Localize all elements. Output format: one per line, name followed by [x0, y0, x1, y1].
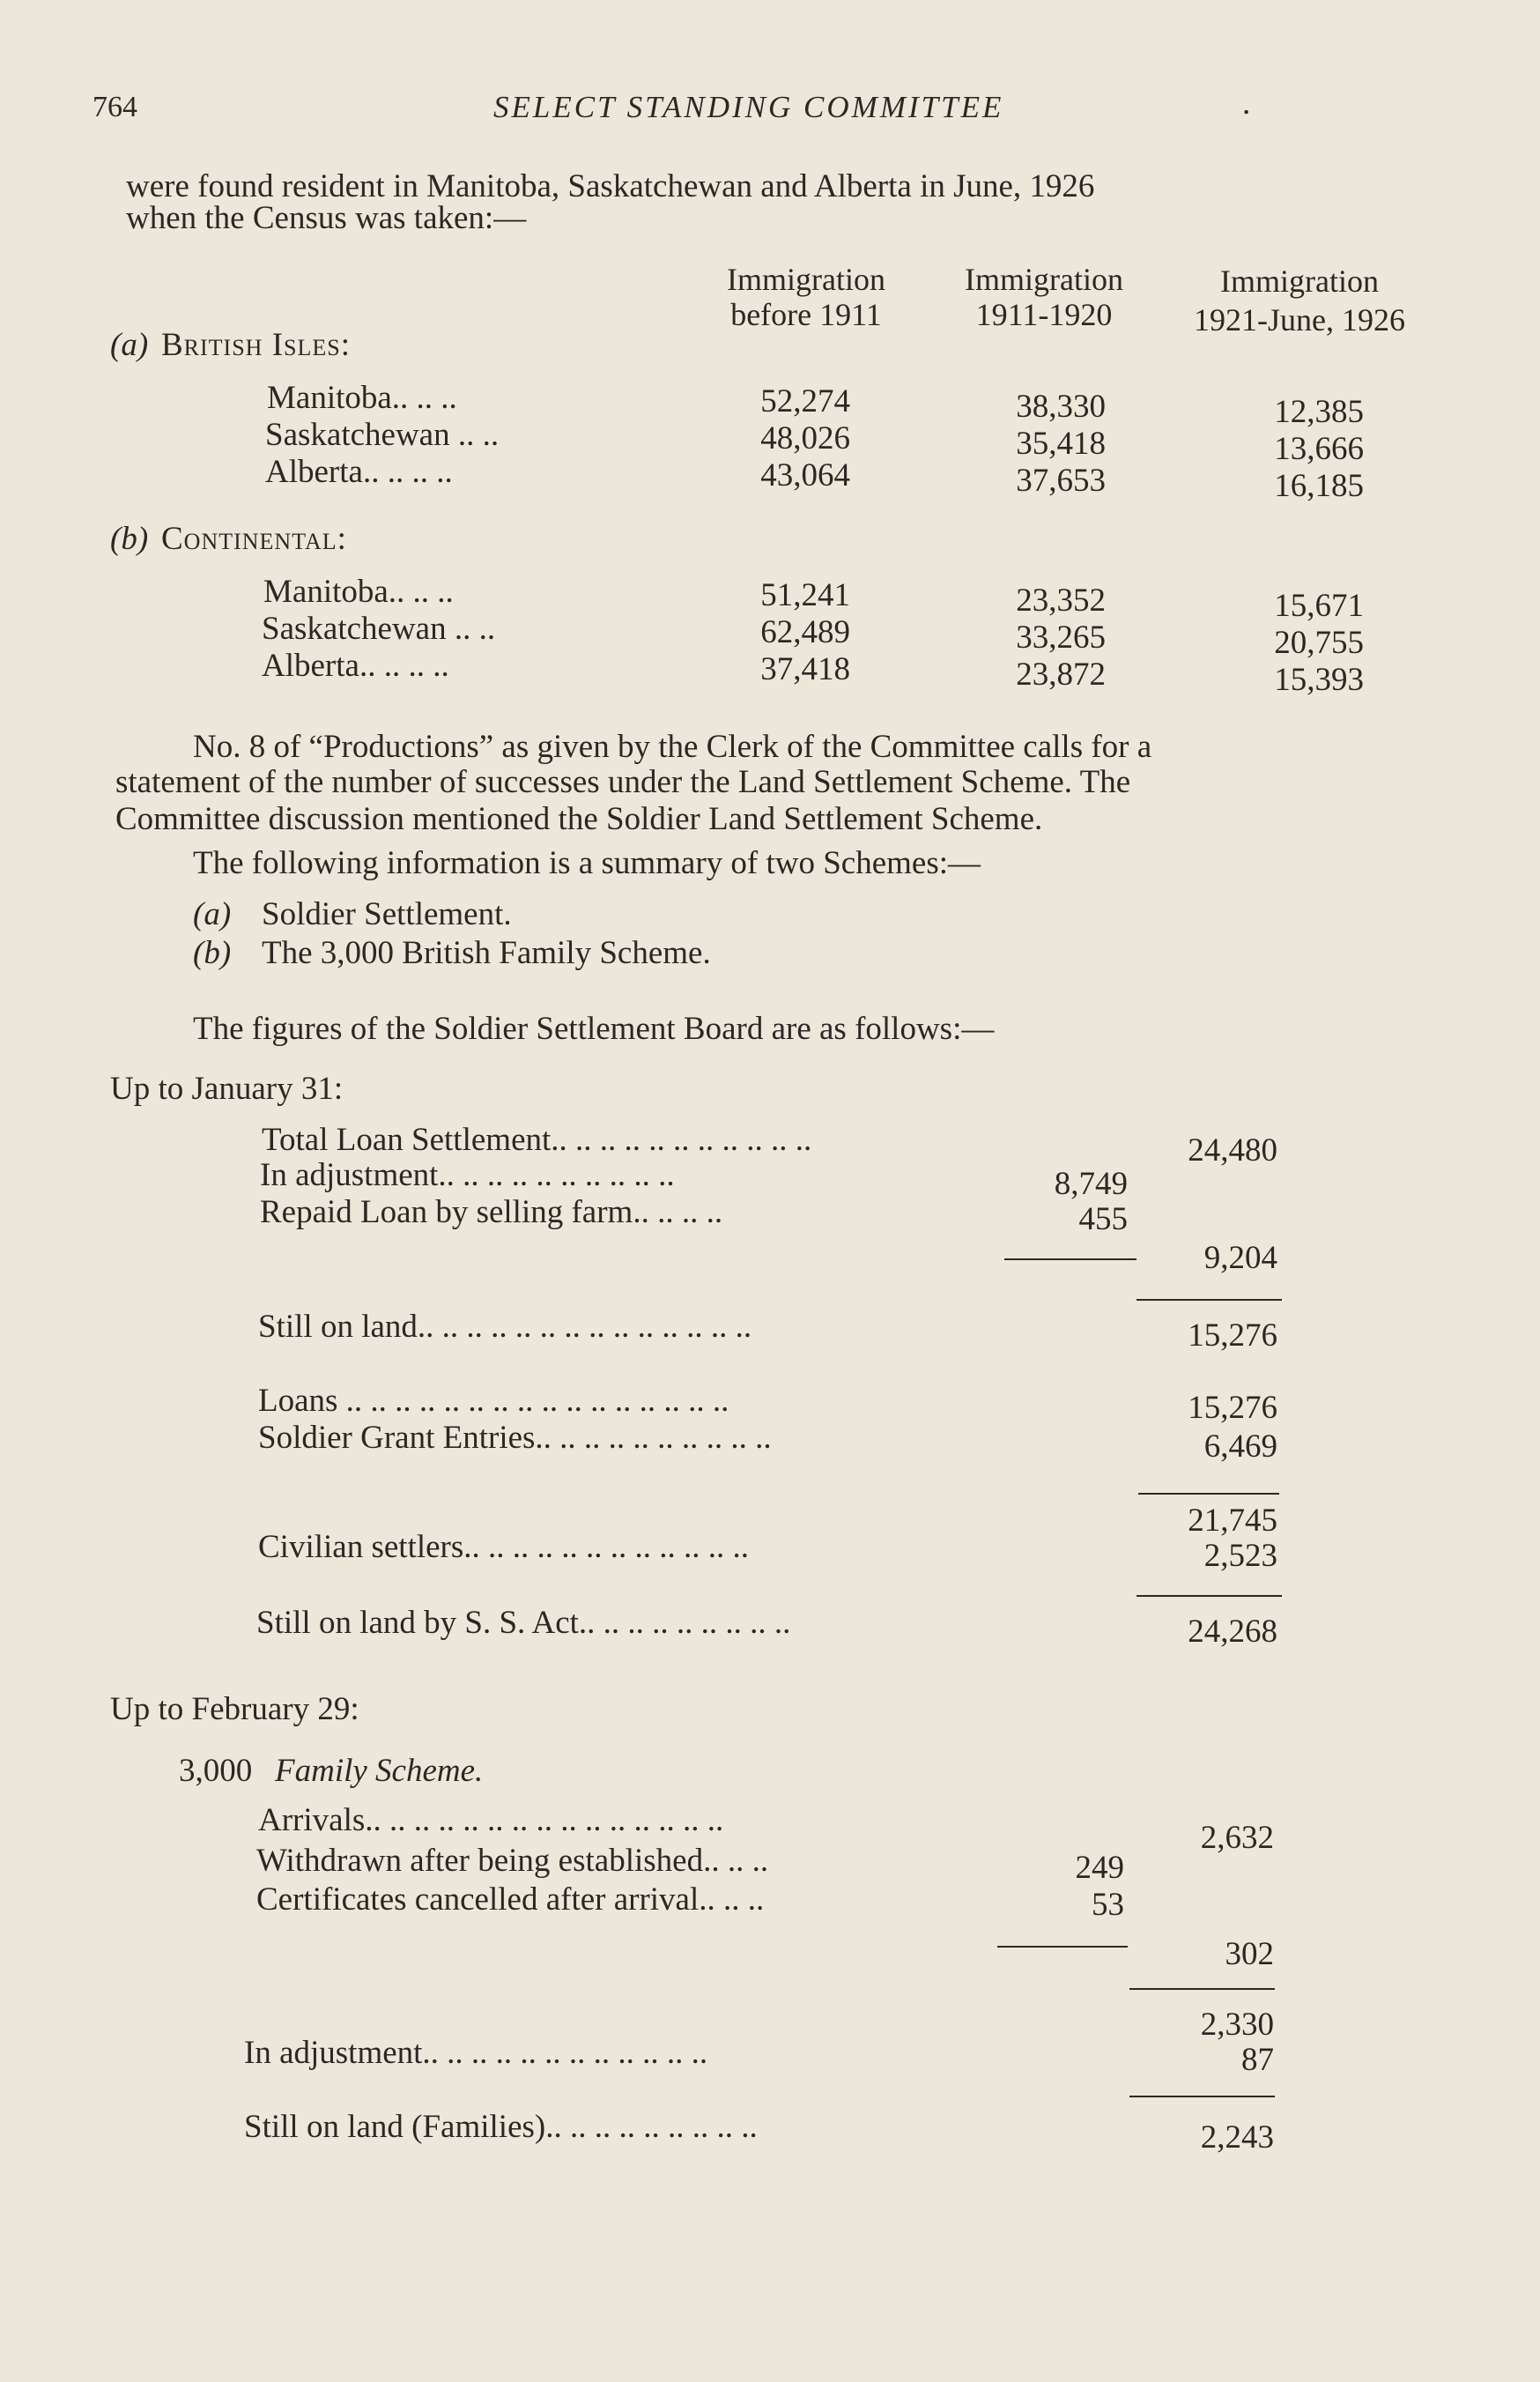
family-adjustment-label: In adjustment.. .. .. .. .. .. .. .. .. .. .. ..: [244, 2035, 708, 2071]
group-a-label: British Isles:: [161, 327, 351, 363]
still-on-land-ss-label: Still on land by S. S. Act.. .. .. .. .. .. .. .. ..: [256, 1605, 791, 1641]
table-cell: 13,666: [1274, 431, 1364, 467]
civilian-settlers-label: Civilian settlers.. .. .. .. .. .. .. .. .. .. .. ..: [258, 1529, 750, 1565]
arrivals-value: 2,632: [1200, 1820, 1274, 1856]
header-mark: .: [1242, 85, 1251, 122]
row-province: Manitoba.. .. ..: [267, 380, 457, 416]
table-cell: 51,241: [760, 577, 850, 613]
paragraph-2: The following information is a summary of two Schemes:—: [193, 845, 981, 881]
table-cell: 33,265: [1016, 620, 1106, 656]
adjustment-label: In adjustment.. .. .. .. .. .. .. .. .. ..: [260, 1157, 675, 1193]
repaid-value: 455: [1078, 1201, 1128, 1237]
family-subtotal-value: 302: [1225, 1936, 1274, 1972]
table-cell: 48,026: [760, 420, 850, 456]
col-header-2-line-1: Immigration: [965, 262, 1123, 297]
col-header-2-line-2: 1911-1920: [975, 297, 1113, 332]
total-rule: [1136, 1299, 1282, 1301]
paragraph-1-line-1: No. 8 of “Productions” as given by the Clerk of the Committee calls for a: [193, 729, 1152, 765]
paragraph-1-line-3: Committee discussion mentioned the Soldier Land Settlement Scheme.: [115, 801, 1043, 837]
scheme-b-text: The 3,000 British Family Scheme.: [262, 935, 711, 971]
row-province: Saskatchewan .. ..: [265, 417, 500, 453]
intro-line-1: were found resident in Manitoba, Saskatchewan and Alberta in June, 1926: [126, 168, 1095, 204]
col-header-1-line-2: before 1911: [730, 297, 882, 332]
col-header-3-line-2: 1921-June, 1926: [1194, 302, 1405, 338]
family-adjustment-value: 87: [1241, 2042, 1274, 2078]
family-scheme-prefix: 3,000: [179, 1753, 253, 1789]
repaid-label: Repaid Loan by selling farm.. .. .. ..: [260, 1194, 723, 1230]
col-header-1-line-1: Immigration: [727, 262, 885, 297]
withdrawn-label: Withdrawn after being established.. .. ..: [256, 1843, 769, 1879]
cancelled-label: Certificates cancelled after arrival.. .. ..: [256, 1881, 765, 1918]
table-cell: 35,418: [1016, 426, 1106, 462]
families-still-value: 2,243: [1200, 2119, 1274, 2156]
table-cell: 43,064: [760, 457, 850, 493]
table-cell: 15,393: [1274, 662, 1364, 698]
row-province: Manitoba.. .. ..: [263, 574, 454, 610]
family-total-rule: [1129, 1988, 1275, 1990]
arrivals-label: Arrivals.. .. .. .. .. .. .. .. .. .. .. .. .. .. ..: [258, 1802, 724, 1838]
withdrawn-value: 249: [1075, 1850, 1124, 1886]
table-cell: 62,489: [760, 614, 850, 650]
table-cell: 23,872: [1016, 657, 1106, 693]
row-province: Alberta.. .. .. ..: [265, 454, 453, 490]
scheme-a-prefix: (a): [193, 896, 232, 932]
table-cell: 37,418: [760, 651, 850, 687]
table-cell: 37,653: [1016, 463, 1106, 499]
table-cell: 23,352: [1016, 583, 1106, 619]
still-on-land-label: Still on land.. .. .. .. .. .. .. .. .. .. .. .. .. ..: [258, 1309, 752, 1345]
subtotal-rule: [1004, 1258, 1136, 1260]
still-on-land-ss-value: 24,268: [1188, 1614, 1277, 1650]
intro-line-2: when the Census was taken:—: [126, 200, 527, 236]
row-province: Alberta.. .. .. ..: [262, 648, 449, 684]
family-final-rule: [1129, 2096, 1275, 2097]
total-loan-value: 24,480: [1188, 1132, 1277, 1169]
paragraph-1-line-2: statement of the number of successes under the Land Settlement Scheme. The: [115, 764, 1131, 800]
table-cell: 20,755: [1274, 625, 1364, 661]
group-a-prefix: (a): [110, 327, 149, 363]
families-still-label: Still on land (Families).. .. .. .. .. .. .. .. ..: [244, 2109, 758, 2145]
family-scheme-title: Family Scheme.: [275, 1753, 484, 1789]
soldier-grant-value: 6,469: [1203, 1428, 1277, 1465]
subtotal-value: 9,204: [1203, 1240, 1277, 1276]
table-cell: 16,185: [1274, 468, 1364, 504]
final-rule: [1136, 1595, 1282, 1597]
group-b-label: Continental:: [161, 521, 347, 557]
running-title: SELECT STANDING COMMITTEE: [493, 90, 1004, 124]
col-header-3-line-1: Immigration: [1220, 263, 1379, 299]
group-b-prefix: (b): [110, 521, 149, 557]
page-number: 764: [93, 91, 137, 123]
family-diff-value: 2,330: [1200, 2007, 1274, 2043]
sum-rule: [1138, 1493, 1279, 1495]
table-cell: 38,330: [1016, 389, 1106, 425]
table-cell: 15,671: [1274, 588, 1364, 624]
family-heading: Up to February 29:: [110, 1691, 359, 1727]
soldier-heading: Up to January 31:: [110, 1071, 344, 1107]
cancelled-value: 53: [1092, 1887, 1124, 1923]
adjustment-value: 8,749: [1054, 1166, 1128, 1202]
row-province: Saskatchewan .. ..: [262, 611, 496, 647]
sum-value: 21,745: [1188, 1503, 1277, 1539]
table-cell: 52,274: [760, 383, 850, 419]
scheme-a-text: Soldier Settlement.: [262, 896, 512, 932]
civilian-settlers-value: 2,523: [1203, 1538, 1277, 1574]
total-loan-label: Total Loan Settlement.. .. .. .. .. .. .. .. .. .. ..: [262, 1122, 812, 1158]
paragraph-3: The figures of the Soldier Settlement Board are as follows:—: [193, 1011, 995, 1047]
scheme-b-prefix: (b): [193, 935, 232, 971]
table-cell: 12,385: [1274, 394, 1364, 430]
soldier-grant-label: Soldier Grant Entries.. .. .. .. .. .. .. .. .. ..: [258, 1420, 772, 1456]
loans-label: Loans .. .. .. .. .. .. .. .. .. .. .. .. .. .. .. ..: [258, 1383, 729, 1419]
loans-value: 15,276: [1188, 1390, 1277, 1426]
still-on-land-value: 15,276: [1188, 1317, 1277, 1354]
family-subtotal-rule: [997, 1946, 1128, 1948]
